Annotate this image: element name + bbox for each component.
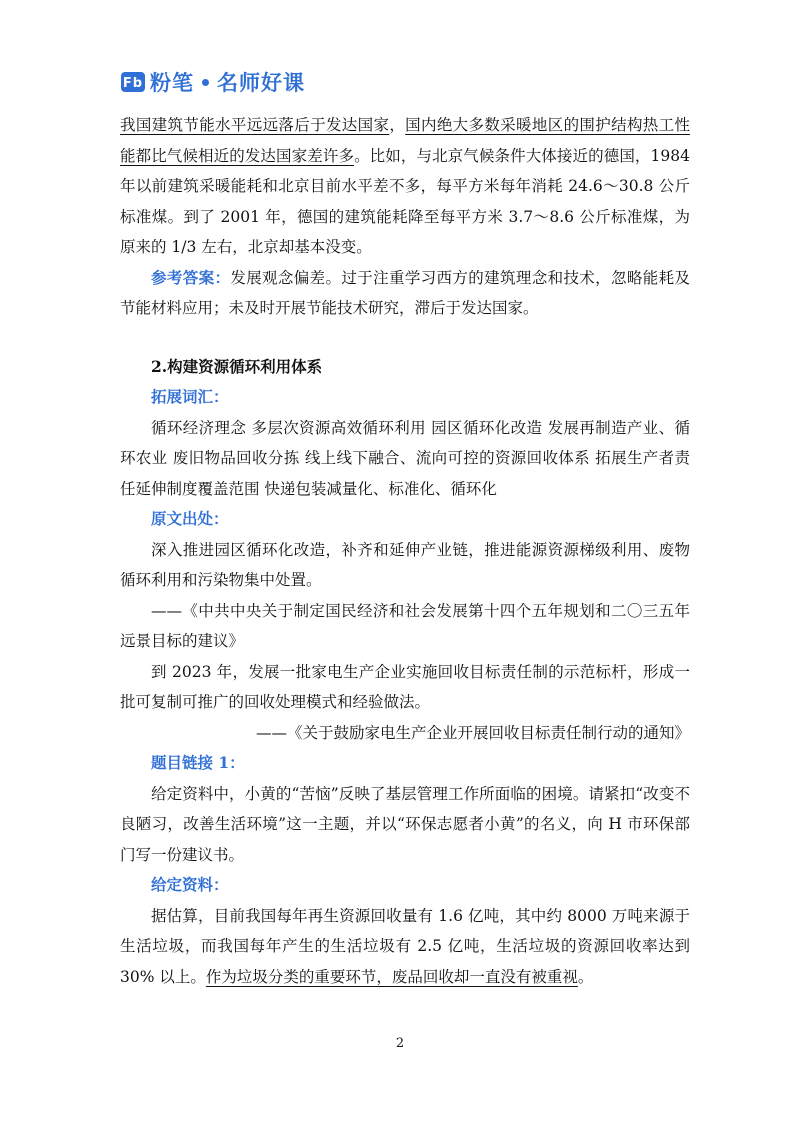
source-citation-1: ——《中共中央关于制定国民经济和社会发展第十四个五年规划和二〇三五年远景目标的建议》 xyxy=(120,601,690,650)
material-text: 据估算，目前我国每年再生资源回收量有 1.6 亿吨，其中约 8000 万吨来源于生活垃圾，而我国每年产生的生活垃圾有 2.5 亿吨，生活垃圾的资源回收率达到 30% 以上。 xyxy=(120,906,690,986)
fenbi-logo-icon xyxy=(120,69,146,95)
material-paragraph xyxy=(120,901,690,993)
intro-rest: 。比如，与北京气候条件大体接近的德国，1984 年以前建筑采暖能耗和北京目前水平差不多，每平方米每年消耗 24.6～30.8 公斤标准煤。到了 2001 年，德国的建筑能耗降至每平方米 3.7～8.6 公斤标准煤，为原来的 1/3 左右，北京却基本没变。 xyxy=(120,146,690,256)
brand-logo xyxy=(120,66,305,98)
question-link-label: 题目链接 1： xyxy=(151,753,245,772)
question-text: 给定资料中，小黄的“苦恼”反映了基层管理工作所面临的困境。请紧扣“改变不良陋习，改善生活环境”这一主题，并以“环保志愿者小黄”的名义，向 H 市环保部门写一份建议书。 xyxy=(120,784,690,864)
material-underlined: 作为垃圾分类的重要环节，废品回收却一直没有被重视 xyxy=(205,967,578,986)
punctuation: ， xyxy=(389,116,406,134)
underlined-statement-2: 国内绝大多数采暖地区的围护结构热工性能都比气候相近的发达国家差许多 xyxy=(120,116,690,165)
vocab-label: 拓展词汇： xyxy=(151,387,229,406)
vocab-text: 循环经济理念 多层次资源高效循环利用 园区循环化改造 发展再制造产业、循环农业 废旧物品回收分拣 线上线下融合、流向可控的资源回收体系 拓展生产者责任延伸制度覆盖范围 快递包装减量化、标准化、循环化 xyxy=(120,418,690,498)
punctuation: 。 xyxy=(577,967,594,986)
source-text-2: 到 2023 年，发展一批家电生产企业实施回收目标责任制的示范标杆，形成一批可复制可推广的回收处理模式和经验做法。 xyxy=(120,662,690,711)
brand-separator-dot xyxy=(202,79,209,86)
brand-name: 粉笔 xyxy=(150,71,194,95)
answer-text: 发展观念偏差。过于注重学习西方的建筑理念和技术，忽略能耗及节能材料应用；未及时开展节能技术研究，滞后于发达国家。 xyxy=(120,268,690,317)
intro-paragraph xyxy=(120,110,690,263)
section-heading: 2.构建资源循环利用体系 xyxy=(151,356,323,376)
source-label: 原文出处： xyxy=(151,509,229,528)
answer-label: 参考答案： xyxy=(151,267,231,287)
underlined-statement-1: 我国建筑节能水平远远落后于发达国家 xyxy=(120,116,390,134)
source-citation-2: ——《关于鼓励家电生产企业开展回收目标责任制行动的通知》 xyxy=(255,723,690,742)
source-text-1: 深入推进园区循环化改造，补齐和延伸产业链，推进能源资源梯级利用、废物循环利用和污染物集中处置。 xyxy=(120,540,690,589)
svg-text:Fb: Fb xyxy=(122,76,144,91)
brand-slogan: 名师好课 xyxy=(217,71,305,95)
answer-paragraph xyxy=(120,263,690,324)
document-body xyxy=(120,110,690,992)
page-number: 2 xyxy=(395,1036,405,1051)
material-label: 给定资料： xyxy=(151,875,229,894)
